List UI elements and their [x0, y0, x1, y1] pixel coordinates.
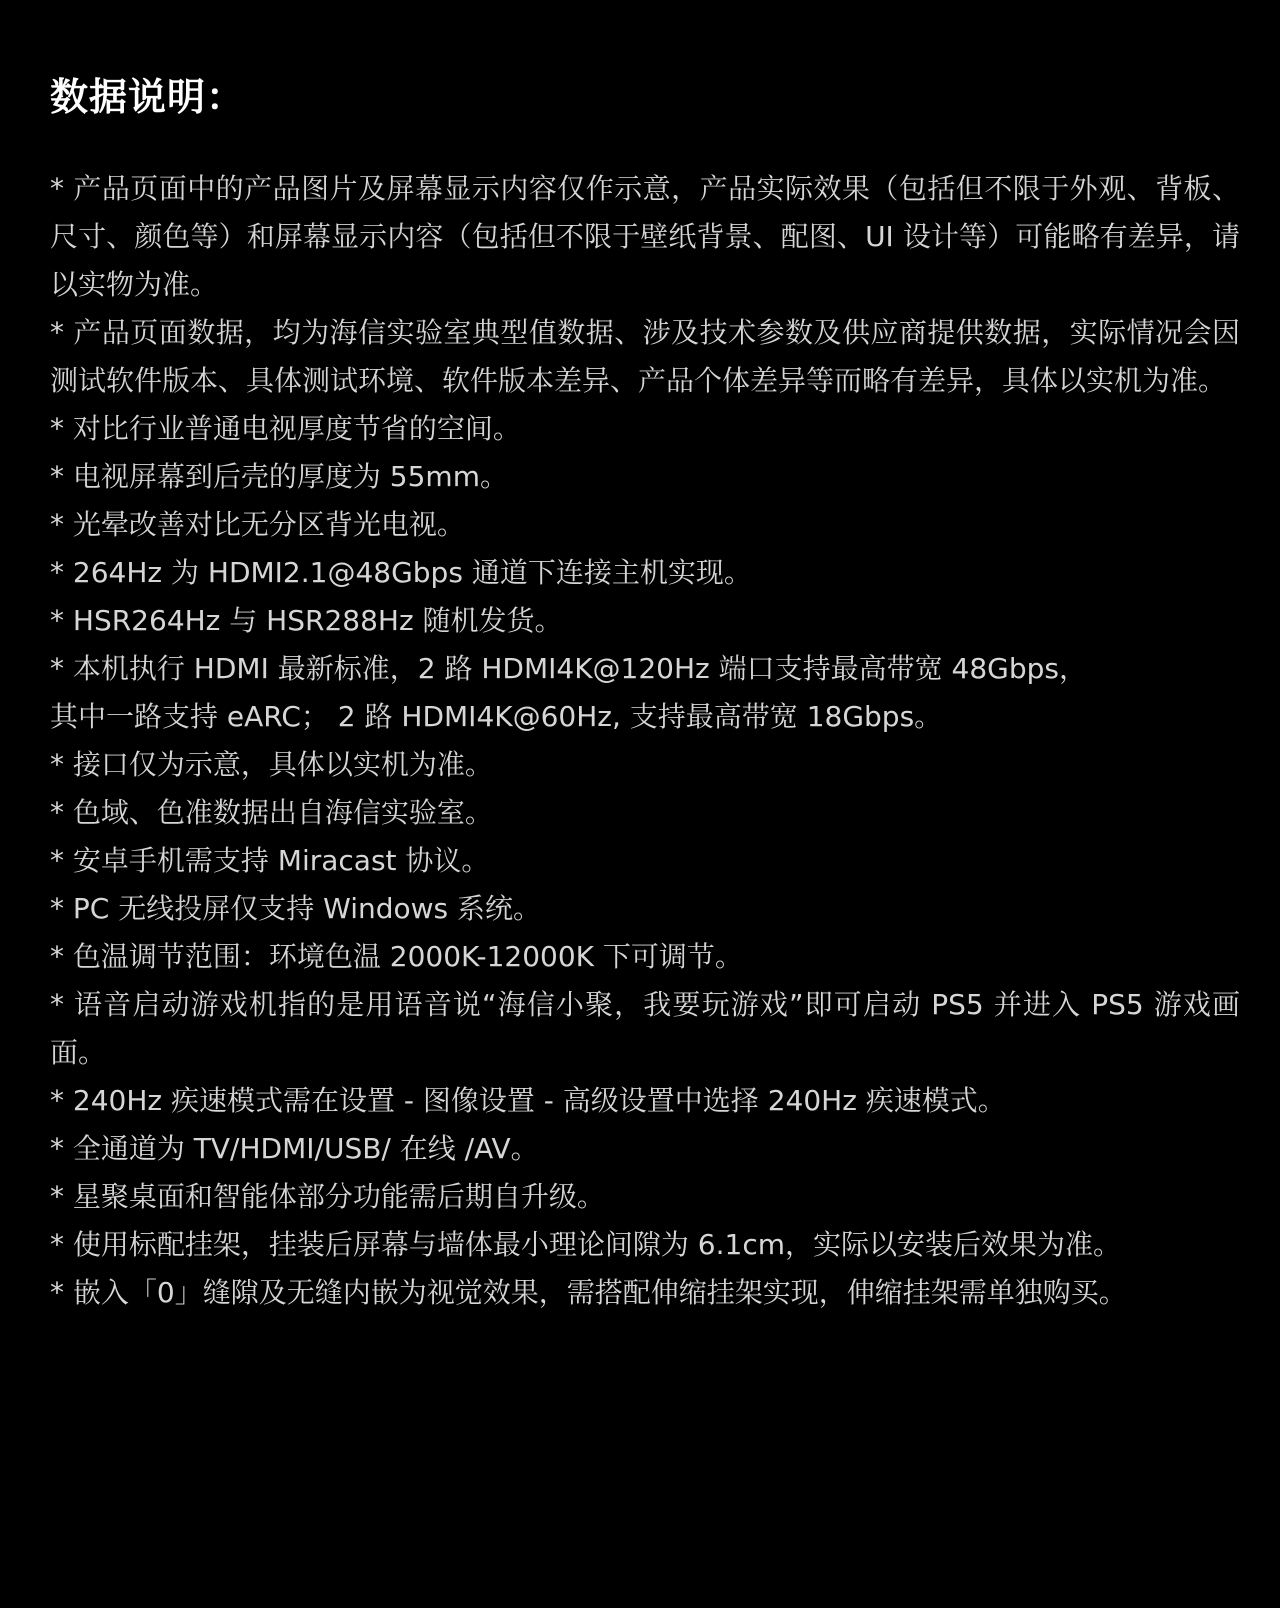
note-item: * 全通道为 TV/HDMI/USB/ 在线 /AV。 [50, 1132, 539, 1165]
notes-list [50, 165, 1240, 1317]
note-item: * 产品页面中的产品图片及屏幕显示内容仅作示意，产品实际效果（包括但不限于外观、背板、尺寸、颜色等）和屏幕显示内容（包括但不限于壁纸背景、配图、UI 设计等）可能略有差异，请以实物为准。 [50, 172, 1240, 301]
note-item: * 接口仅为示意，具体以实机为准。 [50, 748, 493, 781]
note-item: * 语音启动游戏机指的是用语音说“海信小聚，我要玩游戏”即可启动 PS5 并进入 PS5 游戏画面。 [50, 988, 1240, 1069]
note-item: * 星聚桌面和智能体部分功能需后期自升级。 [50, 1180, 605, 1213]
note-item: * 电视屏幕到后壳的厚度为 55mm。 [50, 460, 508, 493]
note-item: * 嵌入「0」缝隙及无缝内嵌为视觉效果，需搭配伸缩挂架实现，伸缩挂架需单独购买。 [50, 1276, 1127, 1309]
note-item: * 色域、色准数据出自海信实验室。 [50, 796, 493, 829]
note-item: * 使用标配挂架，挂装后屏幕与墙体最小理论间隙为 6.1cm，实际以安装后效果为准。 [50, 1228, 1122, 1261]
note-item: * 产品页面数据，均为海信实验室典型值数据、涉及技术参数及供应商提供数据，实际情况会因测试软件版本、具体测试环境、软件版本差异、产品个体差异等而略有差异，具体以实机为准。 [50, 316, 1240, 397]
note-item: * 本机执行 HDMI 最新标准，2 路 HDMI4K@120Hz 端口支持最高带宽 48Gbps， 其中一路支持 eARC； 2 路 HDMI4K@60Hz, 支持最高带宽 18Gbps。 [50, 652, 1088, 733]
note-item: * 264Hz 为 HDMI2.1@48Gbps 通道下连接主机实现。 [50, 556, 752, 589]
note-item: * HSR264Hz 与 HSR288Hz 随机发货。 [50, 604, 563, 637]
note-item: * 光晕改善对比无分区背光电视。 [50, 508, 465, 541]
note-item: * 240Hz 疾速模式需在设置 - 图像设置 - 高级设置中选择 240Hz 疾速模式。 [50, 1084, 1006, 1117]
note-item: * 对比行业普通电视厚度节省的空间。 [50, 412, 521, 445]
note-item: * 色温调节范围：环境色温 2000K-12000K 下可调节。 [50, 940, 743, 973]
section-title: 数据说明： [50, 75, 246, 119]
note-item: * 安卓手机需支持 Miracast 协议。 [50, 844, 490, 877]
note-item: * PC 无线投屏仅支持 Windows 系统。 [50, 892, 542, 925]
